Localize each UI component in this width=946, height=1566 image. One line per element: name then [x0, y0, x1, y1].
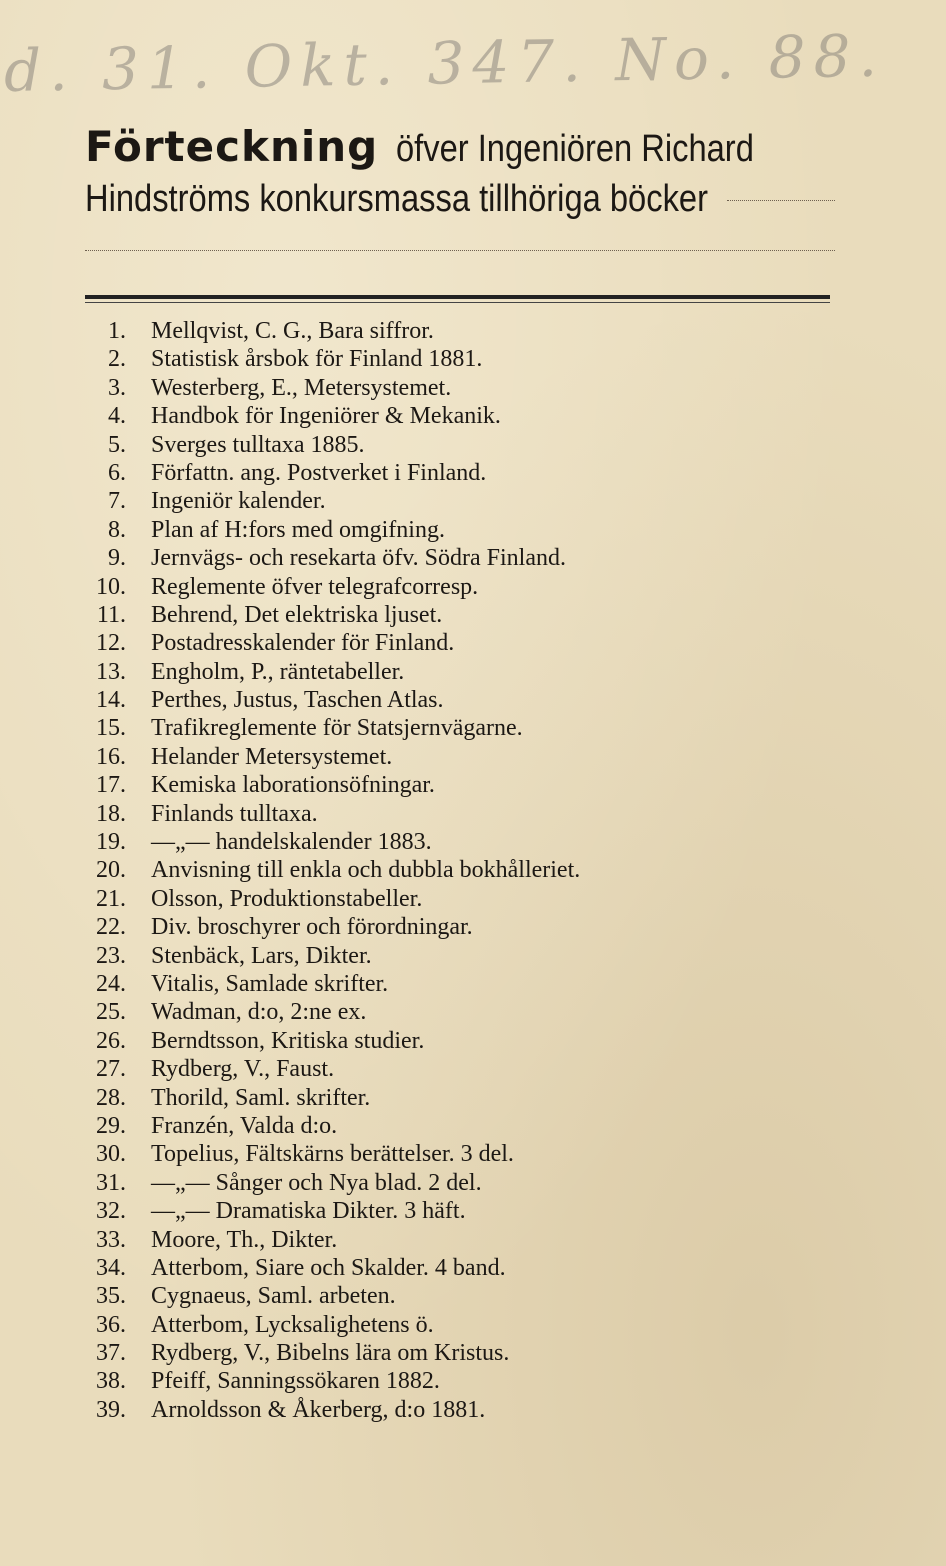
item-title: Arnoldsson & Åkerberg, d:o 1881. [151, 1396, 486, 1423]
list-item [70, 1084, 850, 1112]
item-title: Westerberg, E., Metersystemet. [151, 374, 452, 401]
item-title: Atterbom, Siare och Skalder. 4 band. [151, 1254, 506, 1281]
item-title: Perthes, Justus, Taschen Atlas. [151, 687, 444, 714]
item-title: Vitalis, Samlade skrifter. [151, 970, 389, 997]
list-item [70, 374, 850, 402]
document-header [85, 122, 835, 232]
item-title: Pfeiff, Sanningssökaren 1882. [151, 1368, 440, 1395]
item-title: Kemiska laborationsöfningar. [151, 772, 435, 799]
list-item [70, 1140, 850, 1168]
item-number: 25. [96, 999, 126, 1026]
list-item [70, 1027, 850, 1055]
item-number: 26. [96, 1027, 126, 1054]
list-item [70, 913, 850, 941]
item-title: Trafikreglemente för Statsjernvägarne. [151, 715, 523, 742]
item-number: 23. [96, 942, 126, 969]
subtitle-line [85, 178, 835, 232]
list-item [70, 1282, 850, 1310]
item-number: 31. [96, 1169, 126, 1196]
item-number: 27. [96, 1056, 126, 1083]
list-item [70, 487, 850, 515]
list-item [70, 1197, 850, 1225]
item-number: 20. [96, 857, 126, 884]
list-item [70, 658, 850, 686]
item-title: Handbok för Ingeniörer & Mekanik. [151, 403, 501, 430]
item-number: 37. [96, 1340, 126, 1367]
list-item [70, 1311, 850, 1339]
item-title: Anvisning till enkla och dubbla bokhålleriet. [151, 857, 581, 884]
list-item [70, 573, 850, 601]
item-number: 7. [108, 488, 126, 515]
list-item [70, 629, 850, 657]
item-number: 12. [96, 630, 126, 657]
list-item [70, 743, 850, 771]
item-number: 11. [96, 601, 126, 628]
item-title: Cygnaeus, Saml. arbeten. [151, 1283, 396, 1310]
item-title: Atterbom, Lycksalighetens ö. [151, 1311, 434, 1338]
list-item [70, 856, 850, 884]
item-title: Franzén, Valda d:o. [151, 1112, 338, 1139]
list-item [70, 459, 850, 487]
item-number: 4. [108, 403, 126, 430]
item-title: Berndtsson, Kritiska studier. [151, 1027, 425, 1054]
item-number: 3. [108, 374, 126, 401]
title-bold-word: Förteckning [85, 122, 379, 171]
item-number: 36. [96, 1311, 126, 1338]
item-number: 2. [108, 346, 126, 373]
item-number: 17. [96, 772, 126, 799]
item-number: 13. [96, 658, 126, 685]
list-item [70, 828, 850, 856]
title-rest: öfver Ingeniören Richard [396, 128, 755, 170]
list-item [70, 601, 850, 629]
item-number: 19. [96, 829, 126, 856]
item-number: 5. [108, 431, 126, 458]
list-item [70, 402, 850, 430]
item-title: Mellqvist, C. G., Bara siffror. [151, 318, 434, 344]
handwritten-annotation: d. 31. Okt. 347. No. 88. [3, 21, 886, 105]
list-item [70, 1367, 850, 1395]
item-number: 28. [96, 1084, 126, 1111]
dotted-fill-line-full [85, 250, 835, 251]
item-number: 39. [96, 1396, 126, 1423]
item-title: Finlands tulltaxa. [151, 800, 318, 827]
item-title: Topelius, Fältskärns berättelser. 3 del. [151, 1141, 514, 1168]
item-title: Engholm, P., räntetabeller. [151, 658, 405, 685]
item-title: Stenbäck, Lars, Dikter. [151, 942, 372, 969]
item-title: Rydberg, V., Bibelns lära om Kristus. [151, 1340, 510, 1367]
item-title: —„— handelskalender 1883. [151, 829, 432, 856]
item-title: Moore, Th., Dikter. [151, 1226, 338, 1253]
item-number: 29. [96, 1112, 126, 1139]
item-number: 9. [108, 545, 126, 572]
list-item [70, 1396, 850, 1424]
item-number: 35. [96, 1283, 126, 1310]
item-title: Reglemente öfver telegrafcorresp. [151, 573, 479, 600]
list-item [70, 970, 850, 998]
item-number: 10. [96, 573, 126, 600]
item-number: 30. [96, 1141, 126, 1168]
item-number: 8. [108, 516, 126, 543]
list-item [70, 1112, 850, 1140]
item-title: Behrend, Det elektriska ljuset. [151, 601, 443, 628]
item-title: Rydberg, V., Faust. [151, 1056, 335, 1083]
header-rule-thick [85, 295, 830, 299]
item-title: Plan af H:fors med omgifning. [151, 516, 445, 543]
item-title: Olsson, Produktionstabeller. [151, 885, 423, 912]
list-item [70, 544, 850, 572]
list-item [70, 771, 850, 799]
item-number: 32. [96, 1198, 126, 1225]
list-item [70, 998, 850, 1026]
dotted-fill-line [727, 200, 835, 201]
item-number: 24. [96, 970, 126, 997]
item-title: —„— Dramatiska Dikter. 3 häft. [151, 1198, 466, 1225]
item-number: 1. [108, 318, 126, 344]
list-item [70, 800, 850, 828]
item-number: 22. [96, 914, 126, 941]
list-item [70, 317, 850, 345]
list-item [70, 431, 850, 459]
item-number: 14. [96, 687, 126, 714]
list-item [70, 1169, 850, 1197]
list-item [70, 1339, 850, 1367]
item-number: 6. [108, 459, 126, 486]
item-title: Wadman, d:o, 2:ne ex. [151, 999, 367, 1026]
item-title: Sverges tulltaxa 1885. [151, 431, 365, 458]
book-list [70, 317, 850, 1424]
item-number: 18. [96, 800, 126, 827]
item-title: —„— Sånger och Nya blad. 2 del. [151, 1169, 482, 1196]
list-item [70, 1254, 850, 1282]
title-line [85, 122, 835, 176]
item-title: Div. broschyrer och förordningar. [151, 914, 473, 941]
subtitle-text: Hindströms konkursmassa tillhöriga böcker [85, 178, 708, 220]
list-item [70, 686, 850, 714]
item-title: Thorild, Saml. skrifter. [151, 1084, 371, 1111]
item-number: 33. [96, 1226, 126, 1253]
item-title: Helander Metersystemet. [151, 743, 393, 770]
item-number: 21. [96, 885, 126, 912]
item-number: 34. [96, 1254, 126, 1281]
item-title: Statistisk årsbok för Finland 1881. [151, 346, 483, 373]
item-title: Ingeniör kalender. [151, 488, 326, 515]
list-item [70, 1226, 850, 1254]
item-number: 16. [96, 743, 126, 770]
list-item [70, 942, 850, 970]
item-title: Författn. ang. Postverket i Finland. [151, 459, 487, 486]
item-number: 38. [96, 1368, 126, 1395]
item-title: Postadresskalender för Finland. [151, 630, 455, 657]
list-item [70, 714, 850, 742]
header-rule-thin [85, 302, 830, 303]
list-item [70, 885, 850, 913]
list-item [70, 345, 850, 373]
item-number: 15. [96, 715, 126, 742]
list-item [70, 1055, 850, 1083]
item-title: Jernvägs- och resekarta öfv. Södra Finland. [151, 545, 566, 572]
list-item [70, 516, 850, 544]
